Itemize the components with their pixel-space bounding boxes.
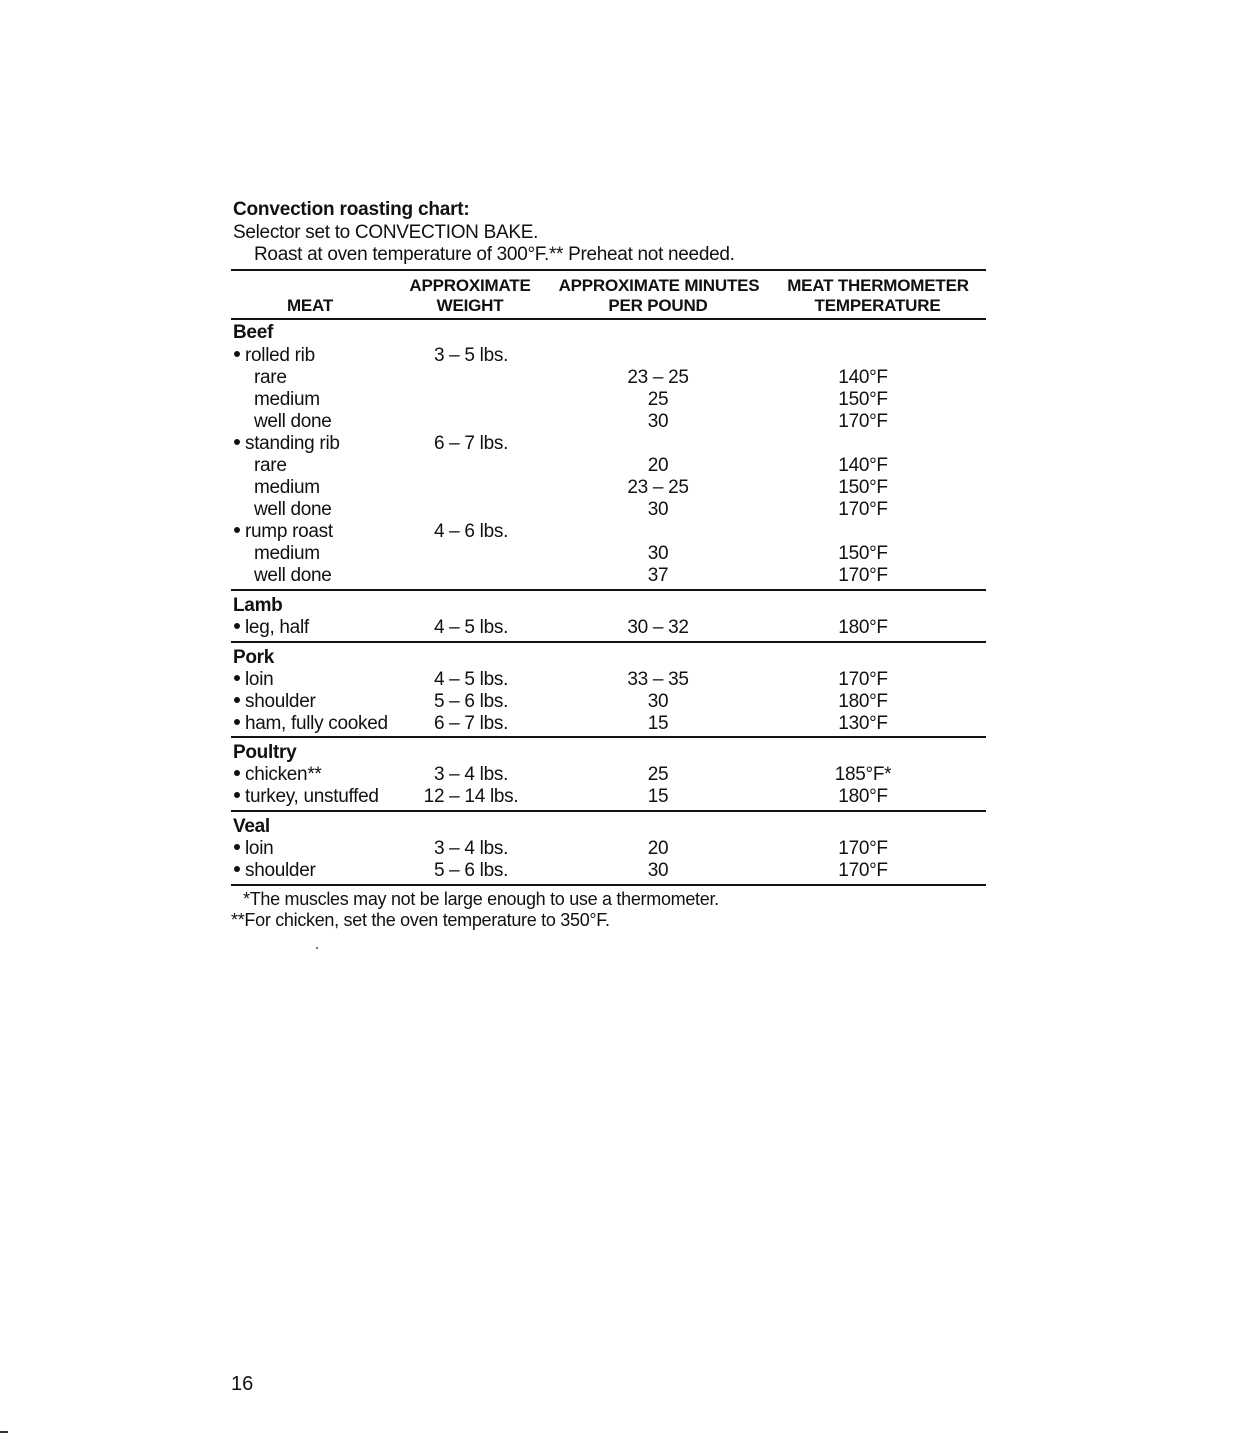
chart-title: Convection roasting chart:: [233, 199, 470, 220]
bullet-icon: [234, 866, 240, 872]
table-row: well done 30 170°F: [254, 499, 888, 520]
bullet-icon: [234, 623, 240, 629]
bullet-icon: [234, 792, 240, 798]
table-row: rare 23 – 25 140°F: [254, 367, 888, 388]
section-rule: [231, 810, 986, 812]
table-row: rare 20 140°F: [254, 455, 888, 476]
bullet-icon: [234, 770, 240, 776]
table-row: loin 4 – 5 lbs. 33 – 35 170°F: [233, 669, 986, 691]
table-row: ham, fully cooked 6 – 7 lbs. 15 130°F: [233, 713, 986, 735]
header-weight-line1: APPROXIMATE: [409, 276, 531, 295]
section-rule: [231, 589, 986, 591]
section-rule: [231, 736, 986, 738]
table-bottom-rule: [231, 884, 986, 886]
category-lamb: Lamb: [233, 595, 283, 616]
bullet-icon: [234, 675, 240, 681]
selector-instruction: Selector set to CONVECTION BAKE.: [233, 222, 539, 243]
table-row: loin 3 – 4 lbs. 20 170°F: [233, 838, 986, 860]
footnote-chicken: **For chicken, set the oven temperature to 350°F.: [231, 910, 610, 930]
category-veal: Veal: [233, 816, 270, 837]
header-temp-line1: MEAT THERMOMETER: [787, 276, 969, 295]
bullet-icon: [234, 697, 240, 703]
header-minutes-line2: PER POUND: [608, 296, 708, 315]
category-pork: Pork: [233, 647, 275, 668]
bullet-icon: [234, 351, 240, 357]
table-row: medium 30 150°F: [254, 543, 888, 564]
table-row: shoulder 5 – 6 lbs. 30 180°F: [233, 691, 986, 713]
table-row: well done 37 170°F: [254, 565, 888, 586]
header-meat: MEAT: [286, 296, 334, 315]
header-weight-line2: WEIGHT: [436, 296, 504, 315]
scan-speck: [316, 947, 318, 949]
footnote-thermometer: *The muscles may not be large enough to use a thermometer.: [243, 889, 719, 909]
section-rule: [231, 641, 986, 643]
table-top-rule: [231, 269, 986, 271]
bullet-icon: [234, 527, 240, 533]
table-row: rump roast 4 – 6 lbs.: [233, 521, 986, 543]
table-row: rolled rib 3 – 5 lbs.: [233, 345, 986, 367]
bullet-icon: [234, 844, 240, 850]
table-row: well done 30 170°F: [254, 411, 888, 432]
scan-speck: [0, 1431, 8, 1433]
bullet-icon: [234, 439, 240, 445]
header-minutes-line1: APPROXIMATE MINUTES: [558, 276, 760, 295]
roast-instruction: Roast at oven temperature of 300°F.** Preheat not needed.: [254, 244, 735, 265]
header-temp-line2: TEMPERATURE: [814, 296, 941, 315]
table-row: medium 23 – 25 150°F: [254, 477, 888, 498]
header-bottom-rule: [231, 318, 986, 320]
table-row: chicken** 3 – 4 lbs. 25 185°F*: [233, 764, 986, 786]
table-row: medium 25 150°F: [254, 389, 888, 410]
bullet-icon: [234, 719, 240, 725]
table-row: leg, half 4 – 5 lbs. 30 – 32 180°F: [233, 617, 986, 639]
category-poultry: Poultry: [233, 742, 297, 763]
table-row: shoulder 5 – 6 lbs. 30 170°F: [233, 860, 986, 882]
category-beef: Beef: [233, 322, 273, 343]
page-number: 16: [231, 1373, 254, 1395]
table-row: standing rib 6 – 7 lbs.: [233, 433, 986, 455]
table-row: turkey, unstuffed 12 – 14 lbs. 15 180°F: [233, 786, 986, 808]
